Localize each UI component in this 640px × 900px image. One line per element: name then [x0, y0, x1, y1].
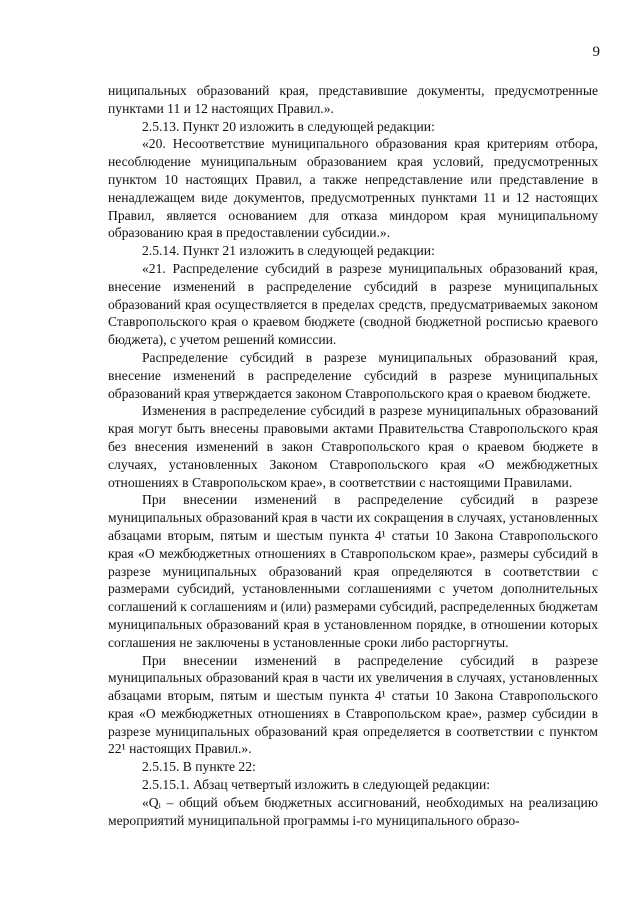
paragraph-2: 2.5.13. Пункт 20 изложить в следующей редакции:	[142, 118, 435, 134]
page-number: 9	[592, 44, 600, 60]
paragraph-4: 2.5.14. Пункт 21 изложить в следующей редакции:	[142, 243, 435, 259]
paragraph-8: При внесении изменений в распределение субсидий в разрезе муниципальных образований края в части их сокращения в случаях, установленных абзацами вторым, пятым и шестым пункта 4¹ статьи 10 Закона Ставропольского края «О межбюджетных отношениях в Ставропольском крае», размеры субсидий в разрезе муниципальных образований края определяются в соответствии с размерами субсидий, установленными соглашениями с учетом дополнительных соглашений к соглашениям и (или) размерами субсидий, распределенных бюджетам муниципальных образований края в установленном порядке, в отношении которых соглашения не заключены в установленные сроки либо расторгнуты.	[108, 492, 598, 650]
paragraph-12: «Qᵢ – общий объем бюджетных ассигнований, необходимых на реализацию мероприятий муниципальной программы i-го муниципального образо-	[108, 794, 598, 828]
document-body	[108, 82, 598, 829]
paragraph-9: При внесении изменений в распределение субсидий в разрезе муниципальных образований края в части их увеличения в случаях, установленных абзацами вторым, пятым и шестым пункта 4¹ статьи 10 Закона Ставропольского края «О межбюджетных отношениях в Ставропольском крае», размер субсидии в разрезе муниципальных образований края определяется в соответствии с пунктом 22¹ настоящих Правил.».	[108, 652, 598, 757]
paragraph-5: «21. Распределение субсидий в разрезе муниципальных образований края, внесение изменений в распределение субсидий в разрезе муниципальных образований края осуществляется в пределах средств, предусматриваемых законом Ставропольского края о краевом бюджете (сводной бюджетной росписью краевого бюджета), с учетом решений комиссии.	[108, 260, 598, 348]
paragraph-11: 2.5.15.1. Абзац четвертый изложить в следующей редакции:	[142, 777, 491, 793]
paragraph-10: 2.5.15. В пункте 22:	[142, 759, 256, 775]
paragraph-6: Распределение субсидий в разрезе муниципальных образований края, внесение изменений в распределение субсидий в разрезе муниципальных образований края утверждается законом Ставропольского края о краевом бюджете.	[108, 349, 598, 401]
paragraph-1: ниципальных образований края, представившие документы, предусмотренные пунктами 11 и 12 настоящих Правил.».	[108, 83, 598, 116]
paragraph-3: «20. Несоответствие муниципального образования края критериям отбора, несоблюдение муниципальным образованием края условий, предусмотренных пунктом 10 настоящих Правил, а также непредставление или представление в ненадлежащем виде документов, предусмотренных пунктами 11 и 12 настоящих Правил, является основанием для отказа миндором края муниципальному образованию края в предоставлении субсидии.».	[108, 136, 598, 241]
paragraph-7: Изменения в распределение субсидий в разрезе муниципальных образований края могут быть внесены правовыми актами Правительства Ставропольского края без внесения изменений в закон Ставропольского края о краевом бюджете в случаях, установленных Законом Ставропольского края «О межбюджетных отношениях в Ставропольском крае», в соответствии с настоящими Правилами.	[108, 403, 598, 490]
